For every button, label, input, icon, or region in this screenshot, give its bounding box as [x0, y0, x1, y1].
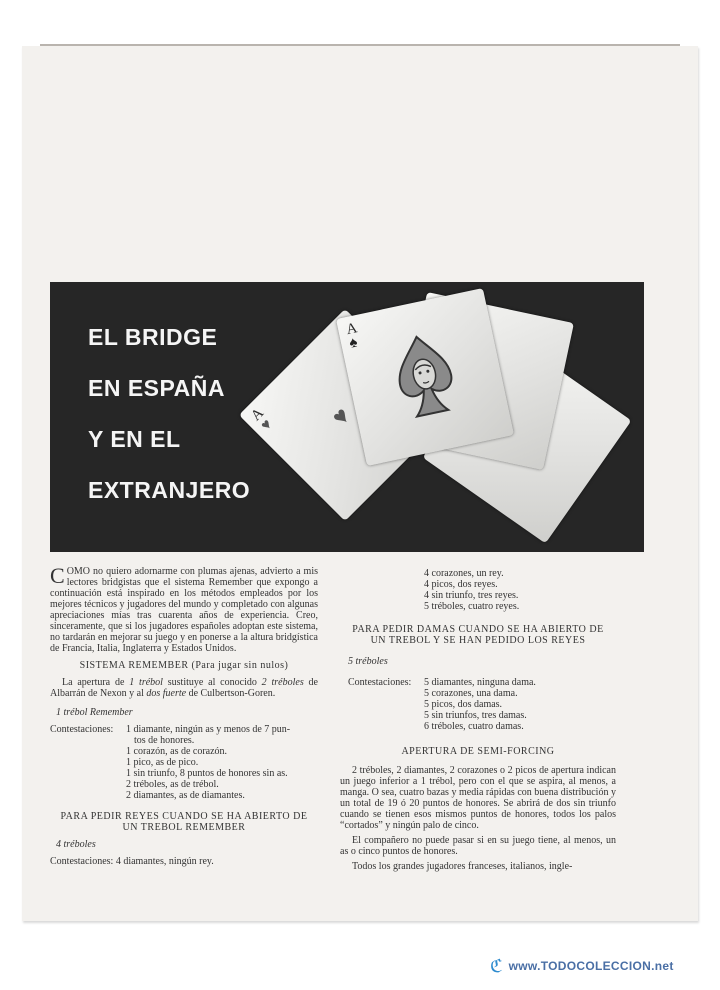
responses-block-1: [50, 724, 318, 801]
responses-label: Contestaciones:: [348, 677, 412, 688]
text-run: de Albarrán de Nexon y al: [50, 677, 318, 699]
responses-list: [424, 677, 616, 732]
semi-forcing-paragraph: 2 tréboles, 2 diamantes, 2 corazones o 2 picos de apertura indican un juego inferior a 1 trébol, pero con el que se aspira, al menos, a manga. O sea, cuatro bazas y media rápidas con buena distribución y un total de 19 ó 20 puntos de honores. Se abrirá de dos sin triunfo cuando se tienen esos mismos puntos de honores, todos los palos “cortados” y ningún palo de cinco.: [340, 765, 616, 831]
text-run-italic: dos fuerte: [146, 688, 187, 699]
text-run: de Culbertson-Goren.: [186, 688, 276, 699]
heading-line: UN TREBOL REMEMBER: [122, 822, 246, 833]
response-item: 5 picos, dos damas.: [424, 699, 503, 710]
watermark: [490, 956, 674, 976]
response-item: 1 diamante, ningún as y menos de 7 pun-: [126, 724, 291, 735]
subheading-4-treboles: 4 tréboles: [56, 839, 96, 850]
response-item: 5 diamantes, ninguna dama.: [424, 677, 536, 688]
heading-line: UN TREBOL Y SE HAN PEDIDO LOS REYES: [370, 635, 586, 646]
subheading-1-trebol: 1 trébol Remember: [56, 707, 133, 718]
heart-pip-icon: ♥: [327, 402, 356, 432]
response-item: tos de honores.: [134, 735, 195, 746]
response-item: 5 corazones, una dama.: [424, 688, 518, 699]
partner-paragraph: El compañero no puede pasar si en su juego tiene, al menos, un as o cinco puntos de honores.: [340, 835, 616, 857]
responses-reyes: Contestaciones: 4 diamantes, ningún rey.: [50, 856, 214, 867]
card-suit-small: ♠: [347, 334, 359, 352]
card-rank: A: [248, 405, 268, 425]
card-suit-small: ♥: [258, 416, 276, 435]
intro-text: OMO no quiero adornarme con plumas ajenas, advierto a mis lectores bridgistas que el sistema Remember que expongo a continuación está inspirado en los métodos empleados por los mejores técnicos y jugadores del mundo y completado con algunas apreciaciones mías tras cuarenta años de experiencia. Creo, sinceramente, que si los jugadores españoles adoptan este sistema, no tardarán en mejorar su juego y en ponerse a la altura bridgística de Francia, Italia, Inglaterra y Estados Unidos.: [50, 566, 318, 654]
intro-paragraph: [50, 563, 318, 654]
drop-cap: C: [50, 563, 65, 588]
response-item: 4 corazones, un rey.: [424, 568, 504, 579]
response-item: 4 picos, dos reyes.: [424, 579, 498, 590]
response-item: 2 tréboles, as de trébol.: [126, 779, 219, 790]
ace-of-spades-card: [336, 288, 514, 466]
banner-title-line: Y EN EL: [88, 426, 181, 452]
watermark-site: www.TODOCOLECCION.net: [508, 959, 674, 973]
opening-paragraph: [50, 677, 318, 699]
left-column: [50, 563, 318, 867]
response-item: 6 tréboles, cuatro damas.: [424, 721, 524, 732]
response-item: 1 sin triunfo, 8 puntos de honores sin as.: [126, 768, 288, 779]
response-item: 5 tréboles, cuatro reyes.: [424, 601, 520, 612]
spade-portrait-icon: [387, 329, 463, 422]
text-run-italic: 2 tréboles: [261, 677, 304, 688]
text-run: La apertura de: [62, 677, 130, 688]
players-paragraph: Todos los grandes jugadores franceses, italianos, ingle-: [352, 861, 573, 872]
banner-title-line: EXTRANJERO: [88, 477, 251, 503]
text-run-italic: 1 trébol: [129, 677, 163, 688]
banner-title-line: EN ESPAÑA: [88, 375, 225, 401]
responses-list: [126, 724, 318, 801]
card-rank: A: [344, 320, 359, 339]
tc-logo-icon: ℭ: [490, 955, 503, 977]
banner-title: [88, 312, 250, 516]
section-heading-reyes: [50, 811, 318, 833]
response-item: 5 sin triunfos, tres damas.: [424, 710, 527, 721]
right-column: [340, 568, 616, 872]
subheading-5-treboles: 5 tréboles: [348, 656, 388, 667]
response-item: 4 sin triunfo, tres reyes.: [424, 590, 519, 601]
responses-label: Contestaciones:: [50, 724, 114, 735]
article-banner: [50, 282, 644, 552]
responses-kings-list: [424, 568, 616, 612]
section-heading-remember: SISTEMA REMEMBER (Para jugar sin nulos): [79, 660, 289, 671]
text-run: sustituye al conocido: [162, 677, 262, 688]
heading-line: PARA PEDIR REYES CUANDO SE HA ABIERTO DE: [60, 811, 308, 822]
banner-title-line: EL BRIDGE: [88, 324, 218, 350]
magazine-page: [22, 46, 698, 921]
response-item: 1 corazón, as de corazón.: [126, 746, 228, 757]
heading-line: PARA PEDIR DAMAS CUANDO SE HA ABIERTO DE: [352, 624, 604, 635]
section-heading-semi-forcing: APERTURA DE SEMI-FORCING: [401, 746, 555, 757]
response-item: 2 diamantes, as de diamantes.: [126, 790, 245, 801]
section-heading-damas: [340, 624, 616, 646]
response-item: 1 pico, as de pico.: [126, 757, 199, 768]
responses-block-3: [340, 677, 616, 732]
